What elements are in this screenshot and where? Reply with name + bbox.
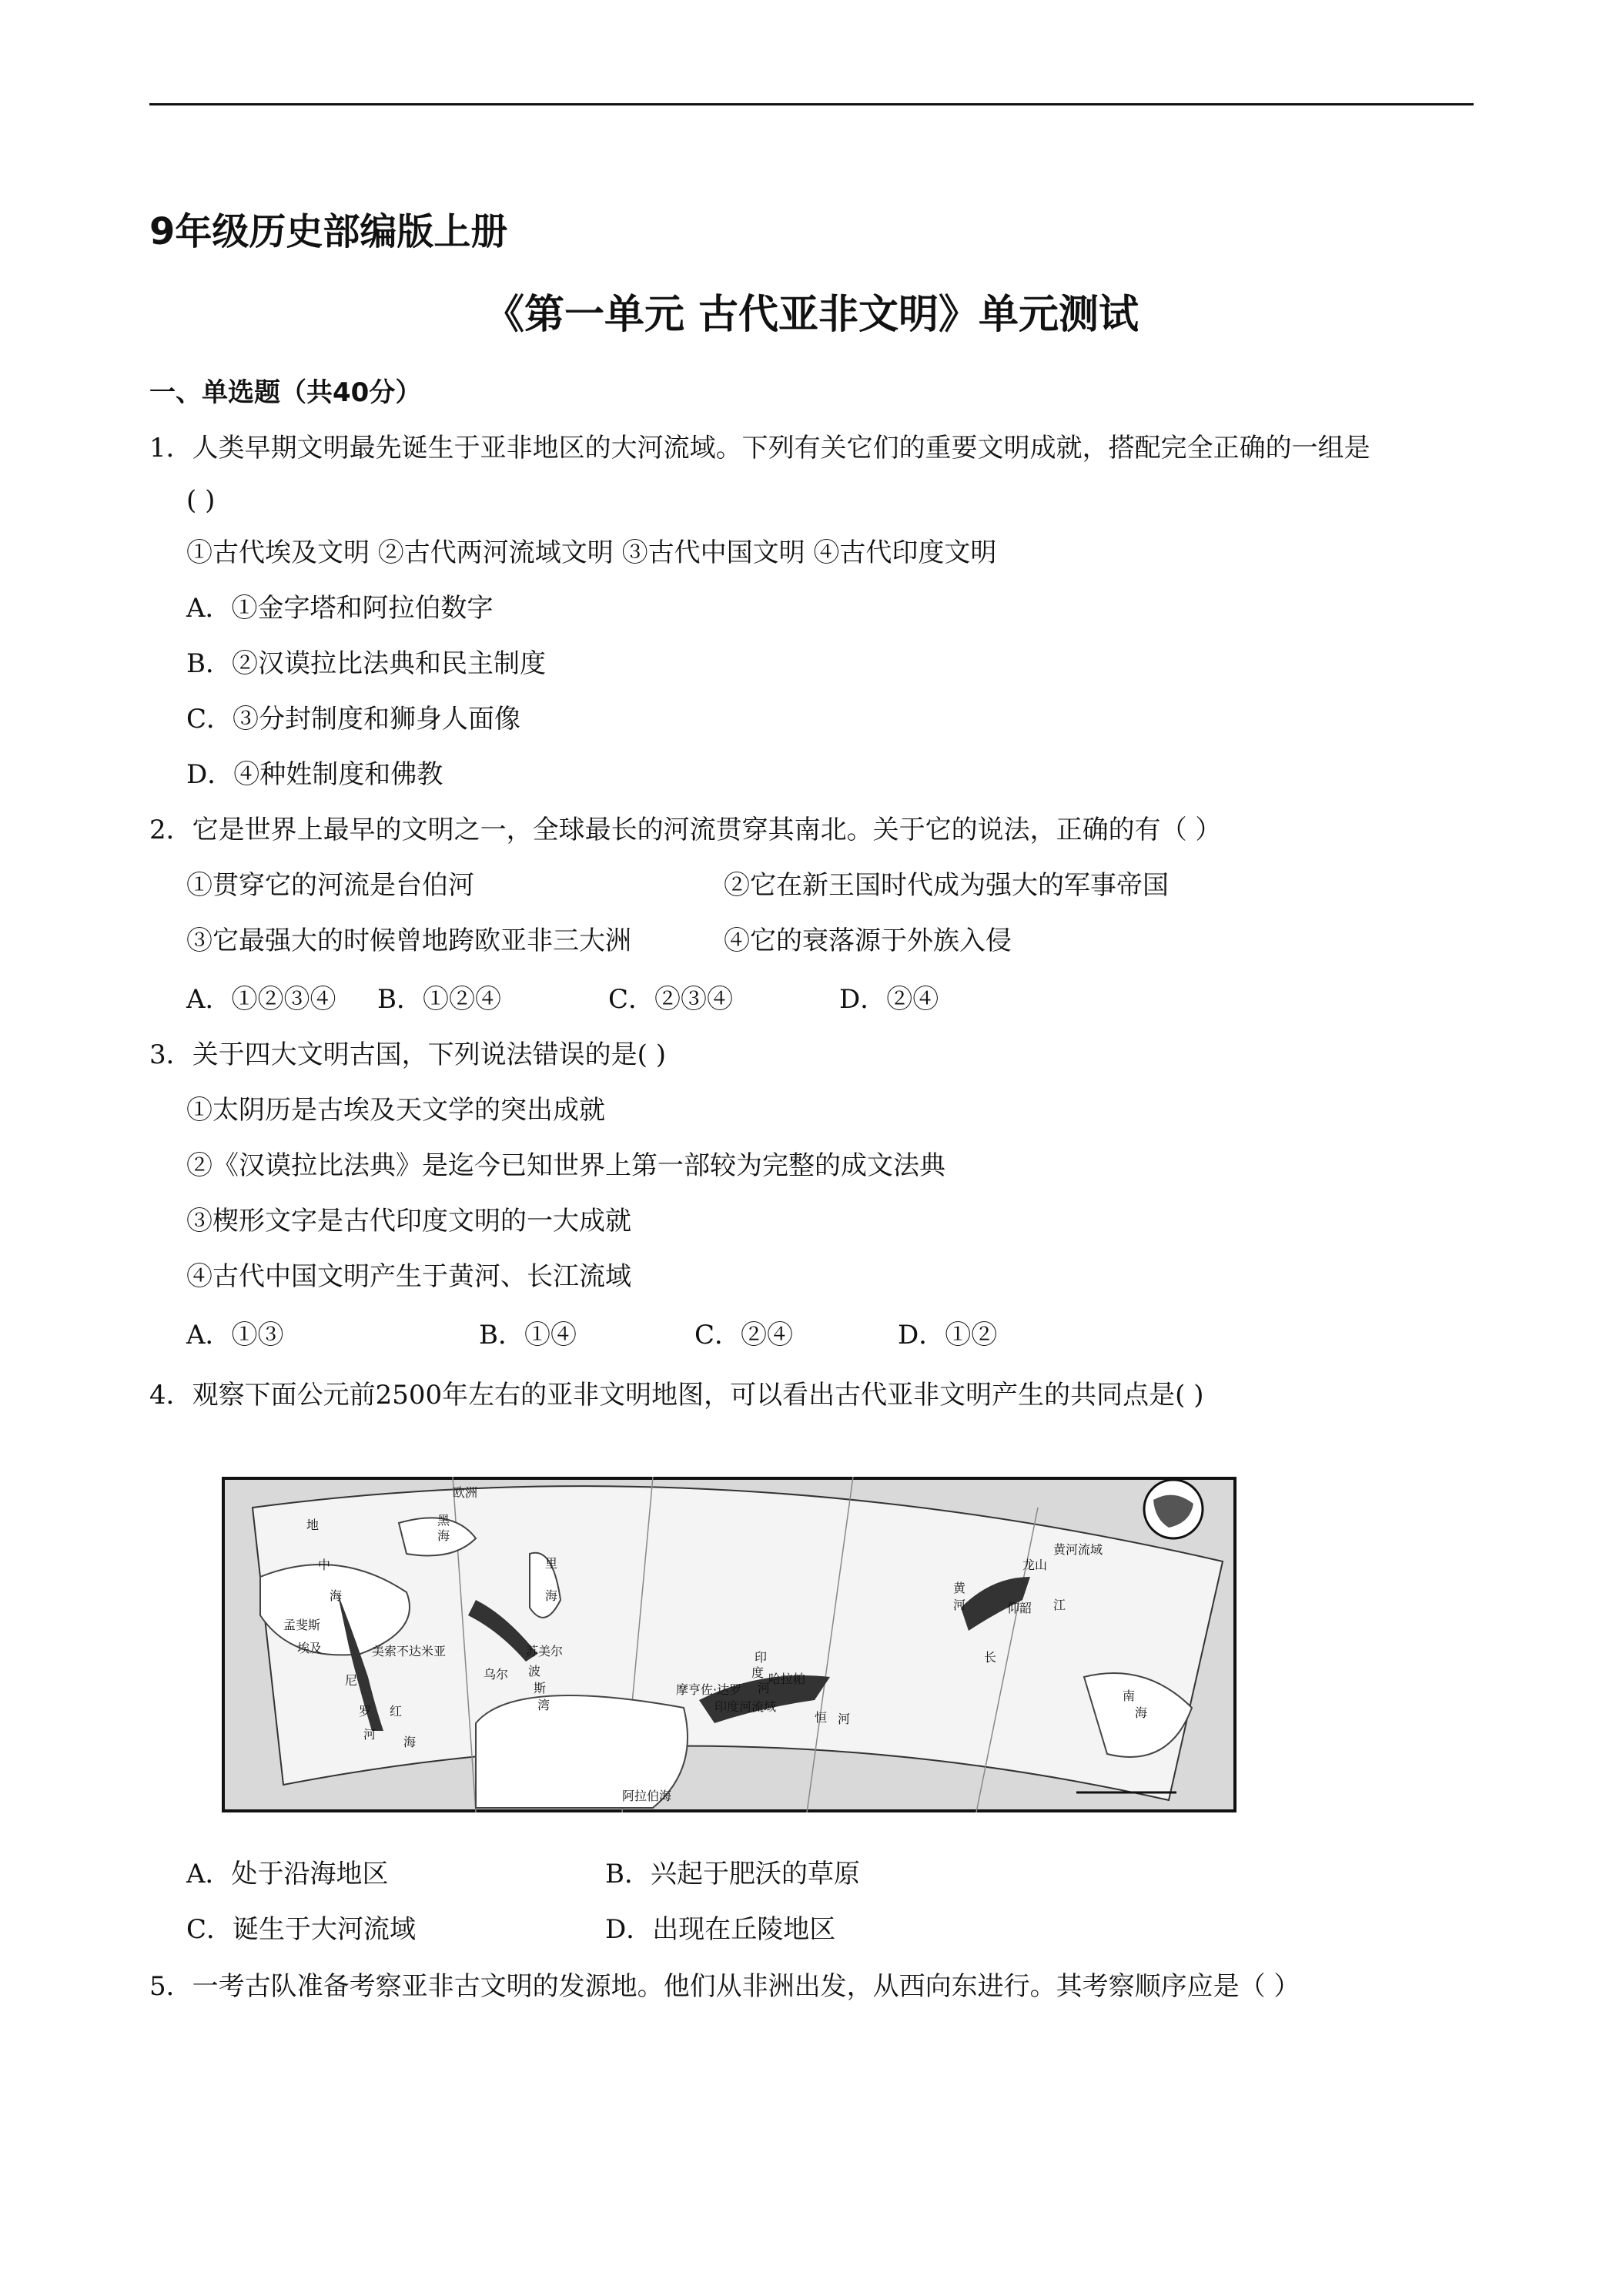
q3-option-c: C．②④ [694, 1320, 794, 1350]
q1-paren: ( ) [186, 485, 216, 516]
label-persian-3: 湾 [537, 1698, 550, 1712]
label-yangshao: 仰韶 [1007, 1601, 1032, 1615]
q4-option-c: C．诞生于大河流域 [186, 1914, 417, 1945]
q1-option-c: C．③分封制度和狮身人面像 [186, 704, 521, 735]
q2-option-d: D．②④ [839, 984, 939, 1015]
q2-option-a: A．①②③④ [186, 984, 336, 1015]
label-red-sea-2: 海 [403, 1735, 417, 1749]
q3-option-d: D．①② [898, 1320, 998, 1350]
q4-stem: 4．观察下面公元前2500年左右的亚非文明地图，可以看出古代亚非文明产生的共同点是( ) [149, 1380, 1204, 1411]
unit-title: 《第一单元 古代亚非文明》单元测试 [484, 292, 1139, 338]
q2-stem: 2．它是世界上最早的文明之一，全球最长的河流贯穿其南北。关于它的说法，正确的有（ ） [149, 815, 1222, 845]
header-rule [149, 103, 1474, 105]
label-mesopotamia: 美索不达米亚 [372, 1644, 447, 1658]
label-nile-1: 尼 [345, 1673, 358, 1688]
label-egypt: 埃及 [297, 1641, 323, 1655]
q2-option-b: B．①②④ [377, 984, 501, 1015]
q5-stem: 5．一考古队准备考察亚非古文明的发源地。他们从非洲出发，从西向东进行。其考察顺序应是（ ） [149, 1971, 1300, 2002]
label-indus-1: 印 [755, 1650, 768, 1665]
label-red-sea-1: 红 [390, 1704, 403, 1719]
label-zhong: 中 [318, 1558, 331, 1572]
label-caspian-1: 里 [545, 1556, 558, 1571]
q3-item-4: ④古代中国文明产生于黄河、长江流域 [186, 1261, 631, 1292]
label-arabian-sea: 阿拉伯海 [622, 1789, 672, 1803]
q1-option-a: A．①金字塔和阿拉伯数字 [186, 593, 494, 624]
label-europe: 欧洲 [453, 1485, 478, 1500]
q4-option-a: A．处于沿海地区 [186, 1859, 389, 1889]
label-yangtze-2: 江 [1053, 1598, 1066, 1612]
label-caspian-2: 海 [545, 1588, 558, 1603]
q3-stem: 3．关于四大文明古国，下列说法错误的是( ) [149, 1039, 666, 1070]
label-harappa: 哈拉帕 [768, 1672, 806, 1686]
label-indus-3: 河 [758, 1681, 771, 1695]
q3-item-1: ①太阴历是古埃及天文学的突出成就 [186, 1095, 605, 1126]
label-sumer: 苏美尔 [526, 1644, 564, 1658]
q1-option-b: B．②汉谟拉比法典和民主制度 [186, 648, 546, 679]
label-yellow-basin: 黄河流域 [1053, 1542, 1103, 1557]
q2-item-1: ①贯穿它的河流是台伯河 [186, 870, 474, 901]
asia-africa-civilization-map [222, 1477, 1236, 1812]
label-yangtze-1: 长 [984, 1650, 997, 1665]
label-di: 地 [306, 1518, 320, 1532]
q3-option-b: B．①④ [479, 1320, 577, 1350]
label-nile-3: 河 [363, 1727, 376, 1742]
label-ganges-2: 河 [838, 1712, 851, 1726]
q4-option-b: B．兴起于肥沃的草原 [605, 1859, 860, 1889]
label-black-sea-2: 海 [437, 1528, 450, 1543]
label-ganges-1: 恒 [815, 1710, 828, 1725]
q2-item-3: ③它最强大的时候曾地跨欧亚非三大洲 [186, 925, 631, 956]
q3-option-a: A．①③ [186, 1320, 284, 1350]
label-ur: 乌尔 [484, 1667, 509, 1682]
label-memphis: 孟斐斯 [283, 1618, 321, 1632]
label-south-sea-1: 南 [1123, 1689, 1136, 1703]
label-indus-2: 度 [751, 1665, 765, 1680]
label-longshan: 龙山 [1022, 1558, 1048, 1572]
q1-items: ①古代埃及文明 ②古代两河流域文明 ③古代中国文明 ④古代印度文明 [186, 537, 997, 568]
label-black-sea-1: 黑 [437, 1513, 450, 1528]
q3-item-2: ②《汉谟拉比法典》是迄今已知世界上第一部较为完整的成文法典 [186, 1150, 945, 1181]
q2-option-c: C．②③④ [608, 984, 734, 1015]
grade-title: 9年级历史部编版上册 [149, 210, 508, 253]
label-persian-2: 斯 [534, 1681, 547, 1695]
label-south-sea-2: 海 [1135, 1705, 1148, 1720]
q2-item-4: ④它的衰落源于外族入侵 [724, 925, 1012, 956]
section-title: 一、单选题（共40分） [149, 377, 422, 408]
label-nile-2: 罗 [359, 1704, 372, 1719]
q1-stem: 1．人类早期文明最先诞生于亚非地区的大河流域。下列有关它们的重要文明成就，搭配完全正确的一组是 [149, 433, 1370, 464]
label-persian-1: 波 [528, 1664, 541, 1678]
q4-option-d: D．出现在丘陵地区 [605, 1914, 836, 1945]
q2-item-2: ②它在新王国时代成为强大的军事帝国 [724, 870, 1169, 901]
q3-item-3: ③楔形文字是古代印度文明的一大成就 [186, 1206, 631, 1237]
label-yellow-river-1: 黄 [953, 1581, 966, 1595]
q1-option-d: D．④种姓制度和佛教 [186, 759, 443, 790]
label-yellow-river-2: 河 [953, 1598, 966, 1612]
label-mohenjo: 摩亨佐·达罗 [676, 1682, 742, 1697]
label-indus-basin: 印度河流域 [714, 1699, 777, 1714]
label-hai: 海 [330, 1588, 343, 1603]
